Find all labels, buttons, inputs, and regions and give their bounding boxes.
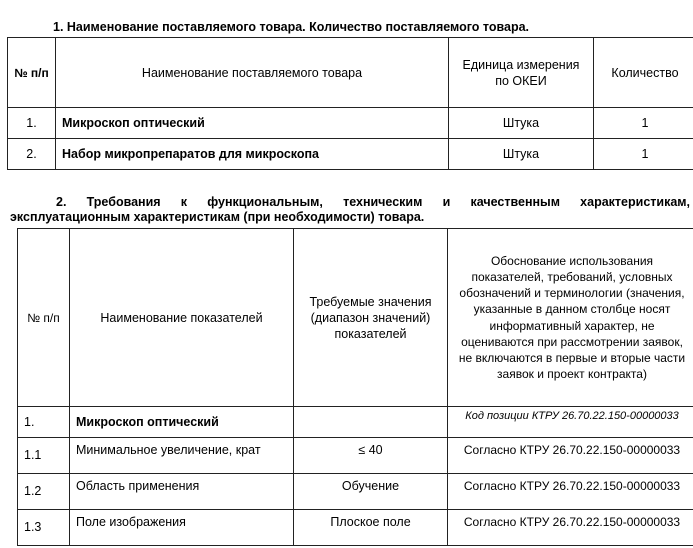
header-name: Наименование поставляемого товара [56, 38, 449, 108]
row-num: 1.1 [18, 438, 70, 474]
section-2-heading-line1 [10, 195, 690, 210]
section-1-heading: 1. Наименование поставляемого товара. Количество поставляемого товара. [53, 20, 530, 34]
row-num: 1.3 [18, 510, 70, 546]
heading-word: качественным [470, 195, 560, 209]
header-num: № п/п [18, 229, 70, 407]
requirements-table-header [18, 229, 693, 407]
row-basis: Согласно КТРУ 26.70.22.150-00000033 [448, 474, 693, 510]
table-row [18, 438, 693, 474]
row-name: Поле изображения [70, 510, 294, 546]
row-basis: Согласно КТРУ 26.70.22.150-00000033 [448, 510, 693, 546]
table-row [18, 510, 693, 546]
heading-word: и [442, 195, 451, 209]
row-name: Микроскоп оптический [70, 407, 294, 438]
row-qty: 1 [594, 108, 693, 139]
header-qty: Количество [594, 38, 693, 108]
row-name: Область применения [70, 474, 294, 510]
header-indicator: Наименование показателей [70, 229, 294, 407]
table-row [8, 139, 693, 170]
row-basis: Код позиции КТРУ 26.70.22.150-00000033 [448, 407, 693, 438]
row-value: Обучение [294, 474, 448, 510]
heading-word: к [180, 195, 188, 209]
row-qty: 1 [594, 139, 693, 170]
header-value: Требуемые значения (диапазон значений) показателей [294, 229, 448, 407]
table-row [18, 474, 693, 510]
goods-table-header [8, 38, 693, 108]
row-num: 2. [8, 139, 56, 170]
row-name: Набор микропрепаратов для микроскопа [56, 139, 449, 170]
row-value [294, 407, 448, 438]
section-2-heading [10, 195, 690, 225]
header-unit: Единица измерения по ОКЕИ [449, 38, 594, 108]
header-basis: Обоснование использования показателей, требований, условных обозначений и терминологии (значения, указанные в данном столбце носят информативный характер, не оцениваются при рассмотрении заявок, не включаются в первые и вторые части заявок и проект контракта) [448, 229, 693, 407]
goods-table [7, 37, 693, 170]
table-row [18, 407, 693, 438]
row-name: Микроскоп оптический [56, 108, 449, 139]
table-row [8, 108, 693, 139]
heading-word: характеристикам, [580, 195, 690, 209]
row-unit: Штука [449, 139, 594, 170]
row-name: Минимальное увеличение, крат [70, 438, 294, 474]
header-num: № п/п [8, 38, 56, 108]
section-2-heading-line2 [10, 210, 690, 225]
heading-word: функциональным, [207, 195, 323, 209]
row-value: ≤ 40 [294, 438, 448, 474]
row-num: 1. [8, 108, 56, 139]
heading-text: эксплуатационным характеристикам (при необходимости) товара. [10, 210, 425, 224]
row-value: Плоское поле [294, 510, 448, 546]
heading-word: техническим [343, 195, 423, 209]
heading-word: 2. [56, 195, 67, 209]
row-unit: Штука [449, 108, 594, 139]
row-num: 1. [18, 407, 70, 438]
requirements-table [17, 228, 693, 546]
row-basis: Согласно КТРУ 26.70.22.150-00000033 [448, 438, 693, 474]
row-num: 1.2 [18, 474, 70, 510]
heading-word: Требования [86, 195, 161, 209]
